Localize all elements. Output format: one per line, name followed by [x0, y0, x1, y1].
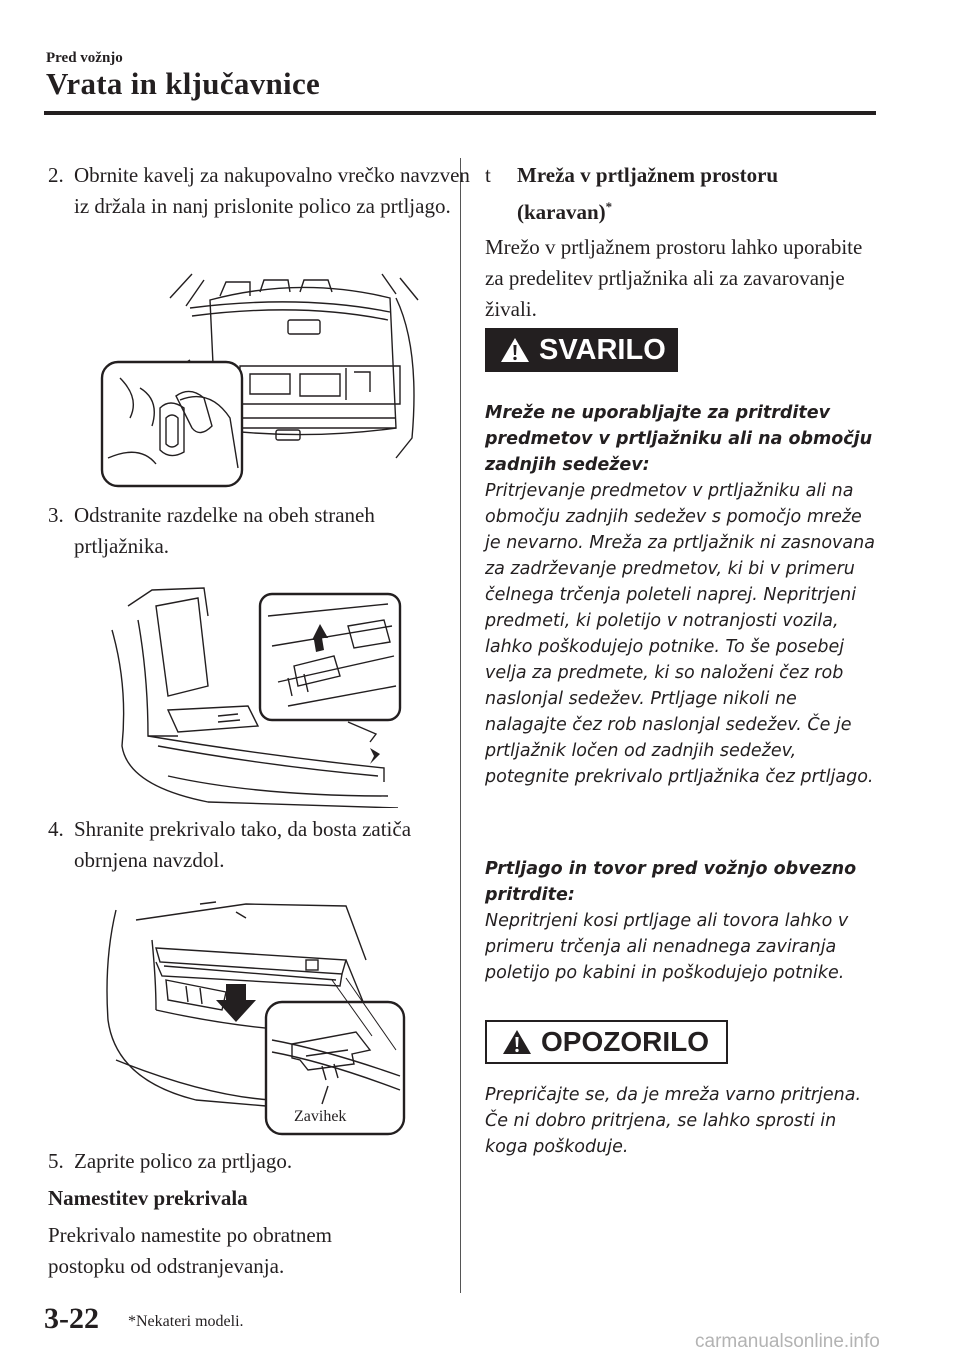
warning-2-title: Prtljago in tovor pred vožnjo obvezno pritrdite:: [485, 859, 857, 905]
caution-body: Prepričajte se, da je mreža varno pritrjena. Če ni dobro pritrjena, se lahko sprosti in koga poškoduje.: [485, 1085, 862, 1157]
install-text: Prekrivalo namestite po obratnem postopku od odstranjevanja.: [48, 1223, 333, 1278]
step-3: [48, 500, 474, 562]
warning-badge: [485, 328, 678, 372]
caution-badge-label: OPOZORILO: [541, 1026, 709, 1057]
step-text: Zaprite polico za prtljago.: [74, 1149, 293, 1173]
column-divider: [460, 158, 461, 1293]
warning-block-1: [485, 400, 880, 790]
warning-1-body: Pritrjevanje predmetov v prtljažniku ali na območju zadnjih sedežev s pomočjo mreže je nevarno. Mreža za prtljažnik ni zasnovana za zadrževanje predmetov, ki bi v primeru čelnega trčenja poleteli naprej. Nepritrjeni predmeti, ki poletijo v notranjosti vozila, lahko poškodujejo potnike. To še posebej velja za predmete, ki so naloženi čez rob naslonjal sedežev. Prtljage nikoli ne nalagajte čez rob naslonjal sedežev. Če je prtljažnik ločen od zadnjih sedežev, potegnite prekrivalo prtljažnika čez prtljago.: [485, 481, 875, 787]
caution-block: [485, 1082, 880, 1160]
warning-triangle-icon: [499, 336, 531, 364]
step-text: Odstranite razdelke na obeh straneh prtljažnika.: [74, 503, 375, 558]
figure-label-tab: Zavihek: [294, 1108, 347, 1125]
footnote-mark: *: [605, 199, 613, 214]
caution-badge: [485, 1020, 728, 1064]
caution-triangle-icon: [501, 1028, 533, 1056]
step-number: 2.: [48, 163, 64, 187]
step-number: 3.: [48, 503, 64, 527]
step-2: [48, 160, 474, 222]
chapter-title: Vrata in ključavnice: [46, 66, 321, 101]
warning-block-2: [485, 856, 880, 986]
figure-cargo-shelf-hook: [100, 268, 440, 490]
step-text: Shranite prekrivalo tako, da bosta zatiča obrnjena navzdol.: [74, 817, 412, 872]
header-rule: [44, 111, 876, 115]
install-heading: Namestitev prekrivala: [48, 1186, 248, 1210]
warning-badge-label: SVARILO: [539, 333, 666, 366]
watermark: carmanualsonline.info: [695, 1331, 880, 1352]
step-number: 4.: [48, 817, 64, 841]
net-heading: [485, 160, 865, 228]
footnote: *Nekateri modeli.: [128, 1313, 244, 1330]
bullet-icon: t: [485, 163, 491, 187]
step-5: [48, 1146, 474, 1177]
figure-stowed-cover: [96, 900, 410, 1138]
warning-1-title: Mreže ne uporabljajte za pritrditev predmetov v prtljažniku ali na območju zadnjih sedežev:: [485, 403, 873, 475]
net-heading-text: Mreža v prtljažnem prostoru (karavan): [517, 163, 779, 224]
figure-side-compartments: [108, 586, 408, 808]
net-intro: Mrežo v prtljažnem prostoru lahko uporabite za predelitev prtljažnika ali za zavarovanje živali.: [485, 235, 863, 321]
section-title: Pred vožnjo: [46, 50, 123, 66]
warning-2-body: Nepritrjeni kosi prtljage ali tovora lahko v primeru trčenja ali nenadnega zaviranja poletijo po kabini in poškodujejo potnike.: [485, 911, 849, 983]
page-number: 3-22: [44, 1302, 99, 1335]
step-number: 5.: [48, 1149, 64, 1173]
step-text: Obrnite kavelj za nakupovalno vrečko navzven iz držala in nanj prislonite polico za prtljago.: [74, 163, 470, 218]
step-4: [48, 814, 474, 876]
